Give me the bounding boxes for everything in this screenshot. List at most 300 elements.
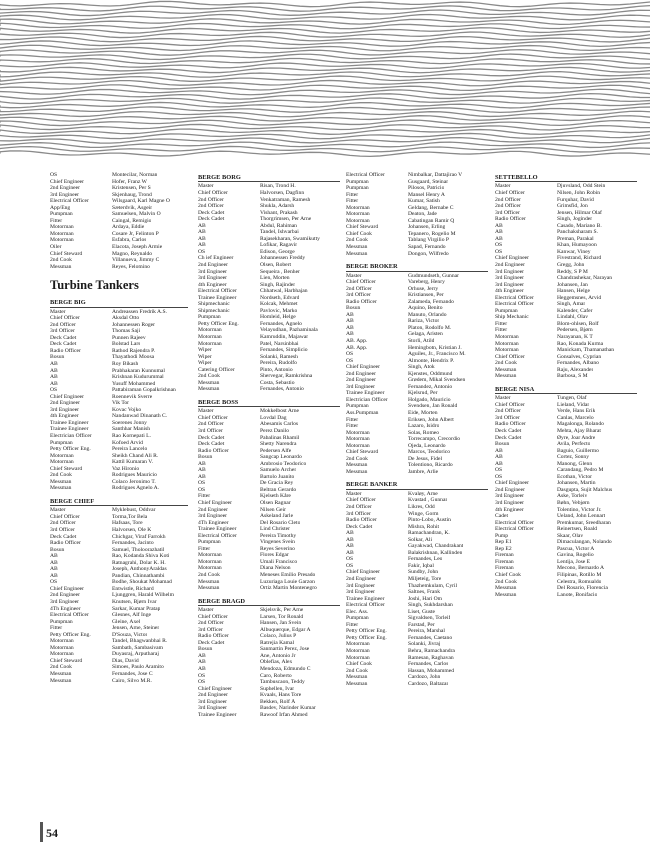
crew-role: 2nd Officer [198,421,224,428]
crew-role: Fitter [346,191,359,198]
crew-role: 3rd Engineer [495,275,525,282]
crew-name: Lanote, Bonifacio [557,591,598,598]
crew-name: Sambath, Sambasivam [112,644,163,651]
crew-name: Reyes Severino [260,545,295,552]
crew-name: Johansen, Martin [557,480,596,487]
crew-name: Behra, Ramachandra [408,648,455,654]
crew-role: OS [198,679,206,686]
crew-name: Ane, Antonio Jr [260,652,296,659]
crew-role: Catering Officer [198,366,235,373]
crew-name: De Jesus, Fidel [408,455,443,462]
crew-name: Fernandes, Leo [408,556,443,563]
crew-role: Chief Engineer [50,585,85,592]
crew-name: Gavina, Rogelio [557,552,594,559]
divider [198,406,340,407]
crew-name: Vareberg, Henry [408,279,445,286]
crew-name: Gelaga, Aristen [408,331,443,338]
crew-role: Motorman [50,651,74,658]
crew-name: Fakir, Iqbal [408,562,434,569]
crew-role: Messman [50,485,72,492]
crew-role: Deck Cadet [198,209,225,216]
crew-role: Ship Mechanic [495,314,529,321]
crew-name: Lovdal Dag [260,414,287,421]
crew-name: Almonte, Hendrix P. [408,357,454,364]
crew-role: Messman [495,366,517,373]
crew-name: Askeland Jarle [260,513,294,520]
crew-name: Elacota, Joseph Armie [112,244,163,251]
crew-role: 2nd Officer [50,321,76,328]
crew-name: Celestra, Romualdo [557,578,602,585]
crew-name: Colaco Jeronimo T. [112,478,156,485]
crew-name: Ecothan, Victor [557,473,592,480]
crew-role: AB [495,229,503,236]
crew-role: Pumpman [50,211,73,218]
crew-role: 3rd Officer [198,626,223,633]
crew-role: 3rd Engineer [495,499,525,506]
crew-name: Bøhn, Vebjørn [557,499,590,506]
crew-name: Filipinas, Rotillo M [557,571,602,578]
crew-name: Shervegar, Ramkrishna [260,373,313,380]
crew-name: Bolstad Lars [112,341,141,348]
crew-name: Ratrejia Kamal [260,639,295,646]
crew-role: Fireman [495,565,514,572]
crew-name: Myklebust, Oddvar [112,507,156,514]
crew-role: Messman [346,674,368,681]
crew-row [346,251,488,258]
page-number-marker [40,822,43,842]
crew-name: Rajasekharan, Swamikutty [260,235,320,242]
crew-role: Pumpman [50,439,73,446]
crew-name: Johannessen Freddy [260,255,306,262]
crew-role: Radio Officer [198,447,229,454]
crew-role: Motorman [50,452,74,459]
crew-role: 4Th Engineer [198,519,229,526]
crew-role: OS [198,248,206,255]
crew-role: AB [198,460,206,467]
crew-role: Messman [198,386,220,393]
crew-role: AB [495,222,503,229]
crew-name: Thazhemkulam, Cyril [408,582,458,589]
crew-role: 2nd Officer [495,196,521,203]
crew-role: Petty Officer Eng. [50,446,91,453]
crew-role: AB [346,318,354,325]
crew-name: Gudmundseth, Gunnar [408,272,459,279]
crew-role: 3rd Officer [346,292,371,299]
divider [346,489,488,490]
crew-name: Diana Nelson [260,565,291,572]
crew-name: Skaar, Olav [557,532,584,539]
crew-role: Chief Officer [495,401,525,408]
crew-name: Kattil Kumaran V. [112,459,153,466]
crew-name: Aske, Torleiv [557,493,588,500]
crew-name: Kjelsrud, Per [408,390,438,397]
crew-name: Eriksen, John Albert [408,416,454,423]
crew-name: Samuel, Tholoorazhatil [112,546,165,553]
crew-role: Deck Cadet [50,334,77,341]
crew-name: Cabatingan Ramir Q [408,217,455,224]
crew-role: 3rd Engineer [50,598,80,605]
crew-name: Umali Francisco [260,558,298,565]
crew-role: 2nd Officer [495,408,521,415]
crew-role: Bosun [50,354,65,361]
crew-name: Gregg, John [557,261,585,268]
crew-name: Liset, Guste [408,608,436,615]
crew-row [50,485,188,492]
crew-name: Ueland, John Lennart [557,513,606,520]
crew-name: Velayudhan, Pazhaminala [260,327,318,334]
crew-role: 2nd Officer [346,503,372,510]
crew-role: 3rd Engineer [50,191,80,198]
crew-name: Farstad, Per [408,621,435,628]
ship-name: SETTEBELLO [495,174,538,181]
crew-role: 3rd Officer [50,526,75,533]
crew-role: OS [346,562,354,569]
crew-role: Petty Officer Eng. [346,628,387,635]
crew-role: OS [198,486,206,493]
crew-name: Cardozo, John [408,674,441,681]
crew-name: Premkumar, Sreedharan [557,519,611,526]
crew-role: Messman [50,677,72,684]
crew-name: Roy Bikash [112,360,139,367]
crew-name: Geldang, Bernabe C [408,204,454,211]
crew-role: Master [346,490,362,497]
crew-role: 3rd Engineer [346,383,376,390]
crew-name: Manuto, Orlando [408,311,447,318]
crew-name: Singh, Rajinder [260,281,296,288]
crew-row [198,386,340,393]
crew-name: Dias, David [112,657,139,664]
crew-role: Bosun [198,454,213,461]
crew-name: Fernandes, Caetano [408,634,453,641]
crew-role: 2nd Cook [495,360,517,367]
crew-name: Furquhar, David [557,196,594,203]
crew-name: Manong, Glenn [557,460,593,467]
crew-name: Bartolo Juanito [260,473,295,480]
crew-role: Motorman [346,442,370,449]
crew-name: Entwistle, Richard [112,585,154,592]
crew-role: 3rd Engineer [198,705,228,712]
crew-name: Avila, Perfecto [557,441,591,448]
crew-role: Messman [495,373,517,380]
crew-name: De Gracia Rey [260,480,294,487]
crew-name: Pavlovic, Marko [260,307,298,314]
crew-name: Sarkar, Kumar Pratap [112,605,161,612]
divider [50,505,188,506]
crew-name: Aksdal Otto [112,315,140,322]
crew-name: Jambre, Arlie [408,468,439,475]
crew-name: Perez Danilo [260,427,290,434]
crew-role: AB [198,652,206,659]
crew-row [198,585,340,592]
crew-role: 3rd Officer [495,414,520,421]
crew-role: Master [495,183,511,190]
crew-name: Djuvsland, Odd Stein [557,183,606,190]
crew-role: AB [346,311,354,318]
crew-role: Motorman [50,237,74,244]
crew-name: Yusuff Mohammed [112,380,156,387]
column-1 [50,172,188,684]
crew-name: Lazaro, Isidro [408,423,440,430]
crew-role: Trainee Engineer [346,595,385,602]
crew-name: Gonsalves, Cyprian [557,353,602,360]
crew-name: Pedersen, Bjørn [557,327,593,334]
crew-name: Kofoed Arvid [112,439,143,446]
crew-role: 2nd Cook [50,664,72,671]
crew-name: Fernandes, Agnelo [260,320,302,327]
crew-role: 4th Engineer [50,413,79,420]
crew-name: Halvorsen, Dagfinn [260,189,305,196]
crew-name: Mokkelbost Arne [260,408,299,415]
crew-name: Mecono, Bernardo A [557,565,605,572]
crew-role: Fitter [346,621,359,628]
crew-role: Chief Cook [346,661,372,668]
crew-role: AB [495,235,503,242]
crew-role: Motorman [50,644,74,651]
crew-name: Pattabiraman Gopalkrishnan [112,387,176,394]
crew-name: Pinto, Antonio [260,366,293,373]
crew-role: Motorman [495,333,519,340]
crew-row [346,681,488,688]
crew-name: Johansen, Jan [557,281,588,288]
crew-name: Aquino, Benito [408,305,443,312]
crew-name: Wilsgaard, Karl Magne O [112,198,170,205]
crew-role: 3rd Engineer [198,275,228,282]
crew-row [198,712,340,719]
crew-name: Winge, Gorm [408,510,439,517]
crew-name: Storli, Atild [408,337,435,344]
crew-role: Cadet [495,513,509,520]
crew-name: Chichgar, Viraf Farrokh [112,533,166,540]
crew-role: Deck Cadet [495,427,522,434]
crew-role: Chief Engineer [198,685,233,692]
crew-name: Pereira, Rudolfo [260,360,297,367]
crew-role: OS [50,172,58,178]
crew-role: 2nd Officer [495,203,521,210]
ship-name: BERGE NISA [495,385,535,393]
crew-name: Singh, Atok [408,364,435,371]
crew-role: Petty Officer Eng. [346,634,387,641]
crew-role: Electrical Officer [495,294,534,301]
crew-name: Cairo, Silvo M.R. [112,677,152,684]
crew-name: Kvastad , Gunnar [408,497,448,504]
crew-role: Electrical Officer [50,198,89,205]
crew-role: Deck Cadet [50,341,77,348]
crew-name: Hofer, Franz W [112,178,147,185]
crew-name: Rariza, Victor [408,318,440,325]
crew-role: Trainee Engineer [198,711,237,718]
crew-role: Motorman [346,436,370,443]
crew-name: Pandian, Chinnathambi [112,572,165,579]
crew-role: Bosun [495,441,510,448]
crew-name: Narayanan, K T [557,333,593,340]
crew-role: 2nd Engineer [198,506,228,513]
crew-role: Chief Engineer [198,499,233,506]
crew-role: Electrical Officer [346,602,385,609]
crew-role: OS [495,242,503,249]
crew-role: Motorman [346,429,370,436]
crew-role: Radio Officer [346,517,377,524]
crew-name: Tandel, Ishvarbai [260,229,299,236]
crew-role: AB [50,360,58,367]
crew-role: Fitter [346,423,359,430]
crew-name: Singh, Joginder [557,216,593,223]
crew-name: Hafsaas, Tore [112,520,143,527]
crew-name: Fernandes, Antonio [260,386,304,393]
crew-name: Pilosos, Patricio [408,185,445,192]
crew-row [346,469,488,476]
crew-role: AB [198,229,206,236]
crew-name: Montecilar, Norman [112,172,158,178]
crew-name: Fernandes, Carlos [408,661,449,668]
crew-name: Sequeira , Benher [260,268,300,275]
crew-name: Platon, Rodolfo M. [408,324,452,331]
crew-role: OS [198,480,206,487]
crew-role: App/Eng [50,204,71,211]
crew-name: Lieland, Vidar [557,401,590,408]
crew-name: Lien, Morten [260,275,290,282]
crew-name: Magno, Reynaldo [112,250,153,257]
crew-name: Orhuse, Jerry [408,285,439,292]
crew-name: Reddy, S P M [557,268,588,275]
crew-role: Electrical Officer [495,519,534,526]
crew-role: Chief Steward [50,465,83,472]
crew-name: Cortez, Sonny [557,454,590,461]
crew-role: Elec. Ass. [346,608,369,615]
crew-role: AB. App. [346,337,368,344]
crew-role: Chief Steward [50,657,83,664]
crew-name: Svendsen, Jan Ronald [408,403,458,410]
crew-name: Hansen, Helge [557,288,590,295]
crew-role: Messman [198,578,220,585]
crew-role: AB [198,222,206,229]
crew-name: Casado, Mariano B. [557,222,602,229]
crew-role: Chief Engineer [495,480,530,487]
crew-name: Zalameda, Fernando [408,298,454,305]
crew-role: Messman [50,478,72,485]
crew-role: Chief Officer [495,189,525,196]
crew-name: Simoes, Paulo Aramito [112,664,164,671]
crew-role: Pumpman [198,314,221,321]
crew-name: Halvorsen, Ole K [112,526,152,533]
divider [198,181,340,182]
crew-role: OS [346,556,354,563]
crew-name: Blom-ohlsen, Rolf [557,320,599,327]
crew-name: Tolentino, Victor Jr. [557,506,602,513]
crew-name: Nandanwad Dinanath C. [112,413,168,420]
crew-name: Ardaya, Eddie [112,224,145,231]
crew-name: Johannessen Roger [112,321,156,328]
crew-name: Kumar, Satish [408,198,440,205]
crew-role: Master [50,507,66,514]
crew-name: Olsen, Robert [260,261,292,268]
crew-name: Sundby, John [408,569,439,576]
crew-name: Thayathodi Moosa [112,354,155,361]
crew-name: Pinto-Lobo, Austin [408,517,451,524]
crew-role: 2nd Officer [346,285,372,292]
crew-role: 2nd Cook [50,257,72,264]
crew-role: Master [198,408,214,415]
ship-name: BERGE CHIEF [50,497,95,505]
crew-name: Edison, George [260,248,295,255]
crew-name: Olsen Ragnar [260,499,291,506]
crew-role: Pump [495,532,509,539]
crew-role: 2nd Engineer [198,261,228,268]
crew-role: Bosun [198,646,213,653]
crew-name: Joseph, AnthonyAraldas [112,566,167,573]
crew-name: Canlas, Marcelo [557,414,594,421]
crew-role: 2nd Cook [50,472,72,479]
section-heading: Turbine Tankers [50,278,139,293]
crew-role: 2nd Engineer [198,692,228,699]
crew-name: Nilsen, John Robin [557,189,601,196]
crew-role: AB [50,553,58,560]
crew-role: Chief Cook [495,571,521,578]
crew-name: Tungen, Olaf [557,395,587,402]
crew-role: Messman [346,250,368,257]
crew-name: Sigvaldsen, Torleif [408,615,451,622]
crew-role: 3rd Engineer [346,582,376,589]
crew-name: D'Souza, Victor [112,631,148,638]
crew-role: Fitter [198,493,211,500]
crew-role: Fitter [346,198,359,205]
crew-role: 3rd Engineer [495,281,525,288]
crew-role: AB [346,324,354,331]
crew-role: 2nd Officer [198,620,224,627]
crew-name: Carandang, Pedro M [557,467,604,474]
crew-role: Motorman [198,558,222,565]
crew-name: Rodrigues Mauricio [112,472,157,479]
crew-role: Shipmechanic [198,307,230,314]
ship-name: BERGE BRAGD [198,597,246,605]
crew-name: Pereira Lancelo [112,446,148,453]
crew-role: Pumpman [346,178,369,185]
crew-role: Fitter [495,320,508,327]
crew-role: Messman [495,591,517,598]
crew-name: Gleine, Axel [112,618,141,625]
crew-name: Mansel Henry A [408,191,445,198]
crew-name: Rao, Kodanda Shiva Koti [112,553,170,560]
crew-name: Fernandes, Simplicio [260,347,308,354]
crew-name: Sanmartin Perez, Jose [260,646,310,653]
crew-role: Fitter [198,545,211,552]
crew-name: Lofikar, Ragavir [260,242,298,249]
crew-name: Jensen, Hilmar Olaf [557,209,602,216]
crew-name: Gusgaard, Steinar [408,178,449,185]
crew-name: Saltnes, Frank [408,589,441,596]
crew-role: Messman [198,379,220,386]
crew-name: Grimsfid, Jon [557,203,588,210]
crew-role: 3rd Officer [50,328,75,335]
crew-role: 4th Engineer [495,506,524,513]
crew-role: 2nd Cook [198,571,220,578]
crew-role: Chief Officer [346,279,376,286]
crew-role: Motorman [50,638,74,645]
crew-name: Pereira, Marshal [408,628,445,635]
crew-name: Rawoof Irfan Ahmed [260,711,308,718]
crew-role: 2nd Officer [198,203,224,210]
divider [346,271,488,272]
crew-role: Motorman [495,340,519,347]
crew-name: Punnen Rajeev [112,334,146,341]
crew-name: Krishnan Kudurummal [112,374,164,381]
crew-name: Fernandez, Antonio [408,383,453,390]
crew-name: Aguiles, Jr., Francisco M. [408,351,466,358]
crew-role: 2nd Engineer [495,486,525,493]
crew-name: Fernandes, Jose C [112,671,153,677]
crew-name: Pascua, Victor A [557,545,595,552]
crew-name: Suphellen, Ivar [260,685,295,692]
crew-role: Motorman [50,459,74,466]
